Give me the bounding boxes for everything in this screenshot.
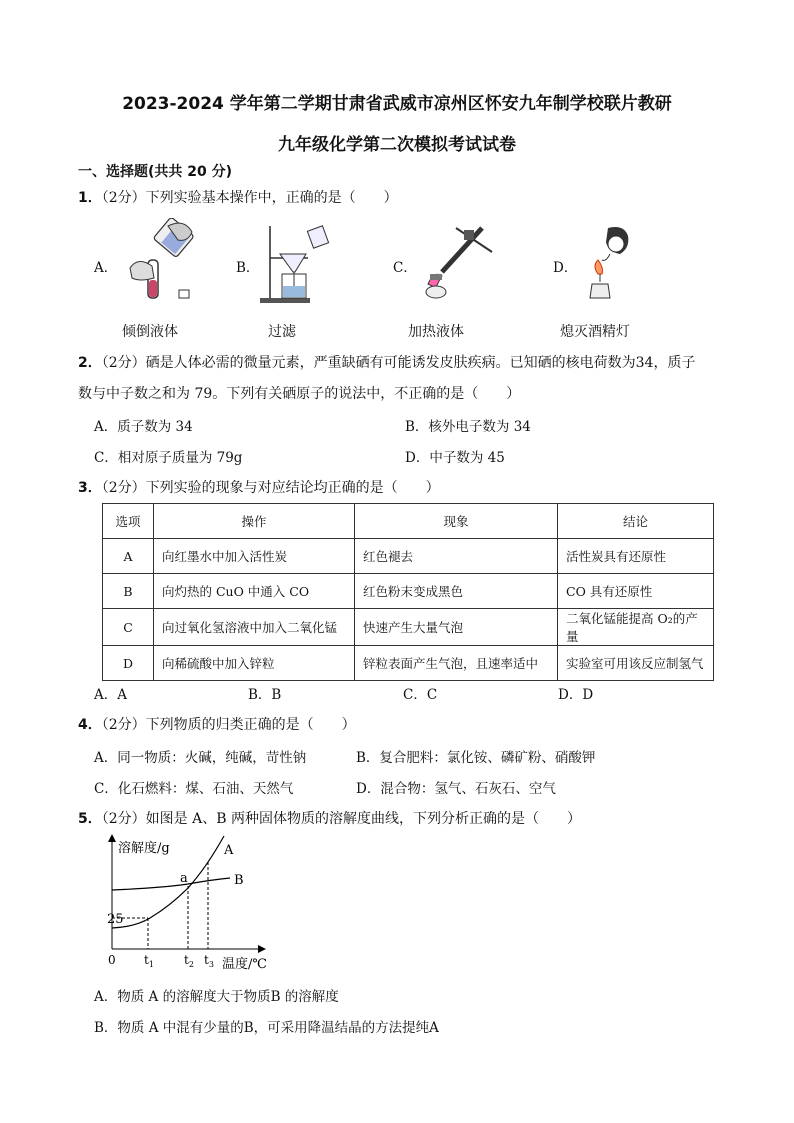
- question-text: （2分）如图是 A、B 两种固体物质的溶解度曲线，下列分析正确的是（ ）: [101, 811, 581, 827]
- experiment-table: [102, 503, 714, 681]
- table-cell: 二氧化锰能提高 O₂的产量: [558, 609, 714, 646]
- table-cell: A: [103, 539, 154, 574]
- exam-title-line1: 2023-2024 学年第二学期甘肃省武威市凉州区怀安九年制学校联片教研: [122, 94, 672, 114]
- q5-option-a: A．物质 A 的溶解度大于物质B 的溶解度: [94, 989, 339, 1005]
- table-cell: 红色粉末变成黑色: [355, 574, 558, 609]
- q1-option-c-caption: 加热液体: [408, 324, 464, 340]
- table-cell: D: [103, 646, 154, 681]
- y-axis-arrow: [108, 834, 116, 842]
- question-3: [78, 477, 440, 497]
- table-row: [103, 574, 714, 609]
- question-4: [78, 714, 356, 734]
- extinguish-lamp-illustration: [578, 220, 638, 304]
- table-row: [103, 609, 714, 646]
- table-header-row: [103, 504, 714, 539]
- q2-option-d: D．中子数为 45: [405, 450, 505, 466]
- q2-option-a: A．质子数为 34: [94, 419, 193, 435]
- table-cell: B: [103, 574, 154, 609]
- q1-option-d-letter: D．: [553, 260, 578, 276]
- table-cell: 活性炭具有还原性: [558, 539, 714, 574]
- table-cell: 快速产生大量气泡: [355, 609, 558, 646]
- question-2: [78, 352, 695, 372]
- q3-option-d: D．D: [558, 687, 594, 703]
- filtration-illustration: [258, 222, 333, 307]
- table-cell: CO 具有还原性: [558, 574, 714, 609]
- q1-option-b-caption: 过滤: [268, 324, 296, 340]
- table-cell: 向灼热的 CuO 中通入 CO: [154, 574, 355, 609]
- table-cell: 向稀硫酸中加入锌粒: [154, 646, 355, 681]
- question-number: 4．: [78, 717, 102, 733]
- x-tick-t3: [204, 953, 214, 969]
- q1-option-a-letter: A．: [94, 260, 118, 276]
- curve-b-label: B: [234, 873, 244, 888]
- x-axis-arrow: [258, 945, 266, 953]
- question-2-line2: 数与中子数之和为 79。下列有关硒原子的说法中，不正确的是（ ）: [78, 386, 521, 402]
- question-1: [78, 187, 398, 207]
- table-cell: 红色褪去: [355, 539, 558, 574]
- x-tick-t1-base: t: [144, 953, 149, 967]
- question-text: （2分）下列实验基本操作中，正确的是（ ）: [101, 190, 398, 206]
- question-number: 5．: [78, 811, 102, 827]
- q1-option-c-letter: C．: [393, 260, 417, 276]
- table-header: 操作: [154, 504, 355, 539]
- solubility-curve-graph: [100, 832, 290, 977]
- q3-option-c: C．C: [403, 687, 438, 703]
- q5-option-b: B．物质 A 中混有少量的B，可采用降温结晶的方法提纯A: [94, 1020, 439, 1036]
- table-row: [103, 646, 714, 681]
- x-tick-t1-sub: 1: [148, 960, 154, 969]
- q3-option-a: A．A: [94, 687, 127, 703]
- heating-liquid-illustration: [412, 222, 497, 302]
- y-tick-25: 25: [107, 912, 124, 927]
- table-row: [103, 539, 714, 574]
- section-heading: 一、选择题(共共 20 分): [78, 164, 233, 180]
- table-header: 现象: [355, 504, 558, 539]
- x-tick-t2-base: t: [184, 953, 189, 967]
- table-cell: C: [103, 609, 154, 646]
- question-5: [78, 808, 581, 828]
- question-text: （2分）下列实验的现象与对应结论均正确的是（ ）: [101, 480, 440, 496]
- question-number: 1．: [78, 190, 102, 206]
- table-cell: 实验室可用该反应制氢气: [558, 646, 714, 681]
- x-tick-t1: [144, 953, 154, 969]
- y-axis-label: 溶解度/g: [118, 841, 170, 856]
- q4-option-d: D．混合物：氢气、石灰石、空气: [356, 781, 556, 797]
- question-number: 2．: [78, 355, 102, 371]
- x-tick-t3-sub: 3: [208, 960, 214, 969]
- table-cell: 向红墨水中加入活性炭: [154, 539, 355, 574]
- origin-label: 0: [108, 953, 116, 967]
- table-cell: 锌粒表面产生气泡，且速率适中: [355, 646, 558, 681]
- x-tick-t3-base: t: [204, 953, 209, 967]
- table-cell: 向过氧化氢溶液中加入二氧化锰: [154, 609, 355, 646]
- table-header: 选项: [103, 504, 154, 539]
- question-number: 3．: [78, 480, 102, 496]
- x-tick-t2-sub: 2: [188, 960, 194, 969]
- q1-option-a-caption: 倾倒液体: [122, 324, 178, 340]
- exam-title-line2: 九年级化学第二次模拟考试试卷: [278, 135, 516, 155]
- question-text-line1: （2分）硒是人体必需的微量元素，严重缺硒有可能诱发皮肤疾病。已知硒的核电荷数为34，质子: [101, 355, 696, 371]
- question-text: （2分）下列物质的归类正确的是（ ）: [101, 717, 356, 733]
- x-tick-t2: [184, 953, 194, 969]
- x-axis-label: 温度/℃: [222, 957, 267, 972]
- q3-option-b: B．B: [248, 687, 282, 703]
- q4-option-b: B．复合肥料：氯化铵、磷矿粉、硝酸钾: [356, 750, 596, 766]
- table-header: 结论: [558, 504, 714, 539]
- intersection-label: a: [180, 871, 188, 886]
- q1-option-b-letter: B．: [236, 260, 260, 276]
- curve-b: [112, 878, 230, 890]
- q4-option-a: A．同一物质：火碱，纯碱，苛性钠: [94, 750, 307, 766]
- q2-option-b: B．核外电子数为 34: [405, 419, 531, 435]
- curve-a-label: A: [224, 843, 234, 858]
- q4-option-c: C．化石燃料：煤、石油、天然气: [94, 781, 294, 797]
- q1-option-d-caption: 熄灭酒精灯: [560, 324, 630, 340]
- q2-option-c: C．相对原子质量为 79g: [94, 450, 243, 466]
- pour-liquid-illustration: [118, 218, 198, 303]
